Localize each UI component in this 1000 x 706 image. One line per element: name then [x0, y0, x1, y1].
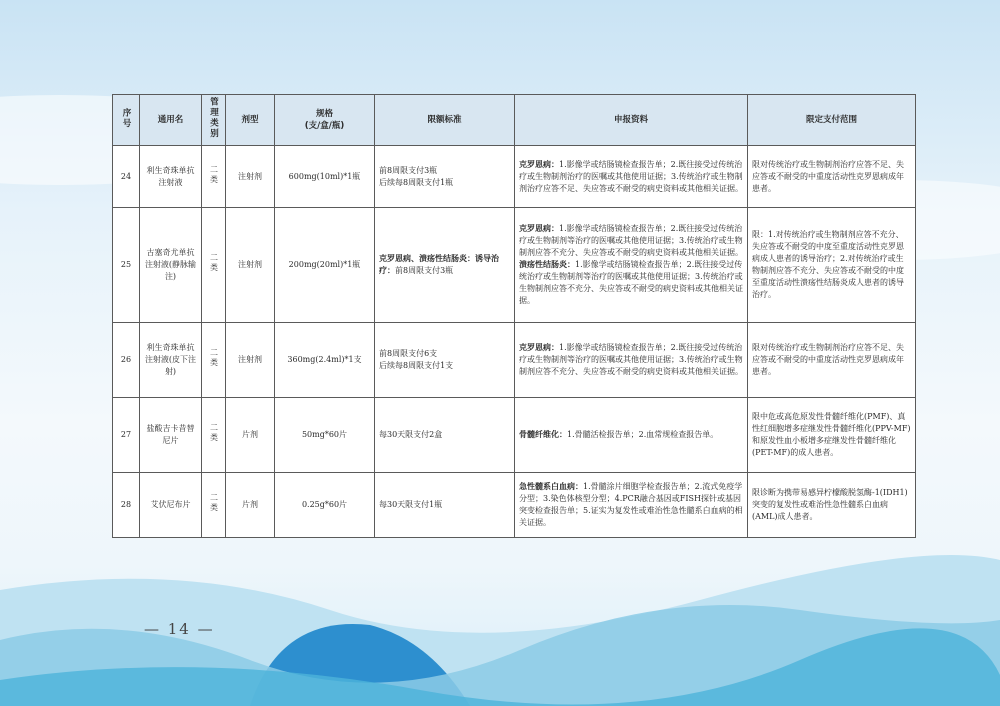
docs-heading: 急性髓系白血病：	[519, 482, 583, 491]
limit-text: 每30天限支付1瓶	[379, 500, 443, 509]
cell-form: 注射剂	[226, 208, 275, 323]
cell-limit	[375, 323, 515, 398]
cell-no: 25	[113, 208, 140, 323]
cell-docs	[515, 398, 748, 473]
table-header-row	[113, 95, 916, 146]
cell-no: 28	[113, 473, 140, 538]
cell-form: 片剂	[226, 473, 275, 538]
table-row	[113, 208, 916, 323]
cell-category: 二类	[202, 323, 226, 398]
cell-no: 26	[113, 323, 140, 398]
reimbursement-table-container	[112, 94, 915, 538]
header-category: 管理类别	[202, 95, 226, 146]
cell-spec: 200mg(20ml)*1瓶	[275, 208, 375, 323]
cell-limit	[375, 473, 515, 538]
cell-form: 注射剂	[226, 146, 275, 208]
docs-heading: 骨髓纤维化：	[519, 430, 567, 439]
cell-limit	[375, 208, 515, 323]
cell-name: 盐酸吉卡昔替尼片	[140, 398, 202, 473]
cell-name: 利生奇珠单抗注射液	[140, 146, 202, 208]
header-limit: 限额标准	[375, 95, 515, 146]
cell-scope: 限：1.对传统治疗或生物制剂应答不充分、失应答或不耐受的中度至重度活动性克罗恩病成人患者的诱导治疗；2.对传统治疗或生物制剂应答不充分、失应答或不耐受的中度至重度活动性溃疡性结肠炎成人患者的诱导治疗。	[748, 208, 916, 323]
limit-text: 前8周限支付3瓶	[395, 266, 454, 275]
docs-text: 1.影像学或结肠镜检查报告单；2.既往接受过传统治疗或生物制剂等治疗的医嘱或其他使用证据；3.传统治疗或生物制剂应答不充分、失应答或不耐受的病史资料或其他相关证据。	[519, 260, 743, 305]
docs-text: 1.影像学或结肠镜检查报告单；2.既往接受过传统治疗或生物制剂等治疗的医嘱或其他使用证据；3.传统治疗或生物制剂应答不充分、失应答或不耐受的病史资料或其他相关证据。	[519, 224, 743, 257]
docs-text: 1.影像学或结肠镜检查报告单；2.既往接受过传统治疗或生物制剂等治疗的医嘱或其他使用证据；3.传统治疗或生物制剂应答不充分、失应答或不耐受的病史资料或其他相关证据。	[519, 343, 743, 376]
docs-text: 1.影像学或结肠镜检查报告单；2.既往接受过传统治疗或生物制剂治疗的医嘱或其他使用证据；3.传统治疗或生物制剂治疗应答不足、失应答或不耐受的病史资料或其他相关证据。	[519, 159, 743, 193]
docs-text: 1.骨髓活检报告单；2.血常规检查报告单。	[567, 430, 719, 439]
docs-heading: 克罗恩病：	[519, 343, 559, 352]
limit-text: 每30天限支付2盒	[379, 430, 443, 439]
limit-heading: 克罗恩病、溃疡性结肠炎：诱导治疗：	[379, 254, 499, 275]
cell-form: 注射剂	[226, 323, 275, 398]
page-number: — 14 —	[144, 620, 215, 638]
limit-text: 前8周限支付6支 后续每8周限支付1支	[379, 349, 454, 370]
cell-category: 二类	[202, 208, 226, 323]
cell-name: 艾伏尼布片	[140, 473, 202, 538]
cell-category: 二类	[202, 473, 226, 538]
cell-docs	[515, 146, 748, 208]
docs-heading: 克罗恩病：	[519, 224, 559, 233]
cell-name: 利生奇珠单抗注射液(皮下注射)	[140, 323, 202, 398]
cell-limit	[375, 398, 515, 473]
cell-category: 二类	[202, 398, 226, 473]
limit-text: 前8周限支付3瓶 后续每8周限支付1瓶	[379, 165, 454, 187]
cell-no: 24	[113, 146, 140, 208]
table-row	[113, 473, 916, 538]
docs-text: 1.骨髓涂片细胞学检查报告单；2.流式免疫学分型；3.染色体核型分型；4.PCR融合基因或FISH探针或基因突变检查报告单；5.证实为复发性或难治性急性髓系白血病的相关证据。	[519, 482, 743, 527]
docs-heading: 溃疡性结肠炎：	[519, 260, 575, 269]
header-name: 通用名	[140, 95, 202, 146]
cell-scope: 限诊断为携带易感异柠檬酸脱氢酶-1(IDH1)突变的复发性或难治性急性髓系白血病(AML)成人患者。	[748, 473, 916, 538]
cell-form: 片剂	[226, 398, 275, 473]
table-row	[113, 398, 916, 473]
cell-spec: 360mg(2.4ml)*1支	[275, 323, 375, 398]
cell-scope: 限对传统治疗或生物制剂治疗应答不足、失应答或不耐受的中重度活动性克罗恩病成年患者。	[748, 146, 916, 208]
header-scope: 限定支付范围	[748, 95, 916, 146]
header-docs: 申报资料	[515, 95, 748, 146]
cell-spec: 0.25g*60片	[275, 473, 375, 538]
table-row	[113, 323, 916, 398]
header-spec: 规格 (支/盒/瓶)	[275, 95, 375, 146]
cell-limit	[375, 146, 515, 208]
cell-name: 古塞奇尤单抗注射液(静脉输注)	[140, 208, 202, 323]
table-row	[113, 146, 916, 208]
cell-no: 27	[113, 398, 140, 473]
drug-table	[112, 94, 916, 538]
cell-spec: 50mg*60片	[275, 398, 375, 473]
cell-category: 二类	[202, 146, 226, 208]
cell-spec: 600mg(10ml)*1瓶	[275, 146, 375, 208]
cell-scope: 限中危或高危原发性骨髓纤维化(PMF)、真性红细胞增多症继发性骨髓纤维化(PPV-MF)和原发性血小板增多症继发性骨髓纤维化(PET-MF)的成人患者。	[748, 398, 916, 473]
docs-heading: 克罗恩病：	[519, 159, 559, 169]
header-form: 剂型	[226, 95, 275, 146]
cell-docs	[515, 323, 748, 398]
cell-scope: 限对传统治疗或生物制剂治疗应答不足、失应答或不耐受的中重度活动性克罗恩病成年患者。	[748, 323, 916, 398]
header-no: 序号	[113, 95, 140, 146]
cell-docs	[515, 473, 748, 538]
cell-docs	[515, 208, 748, 323]
